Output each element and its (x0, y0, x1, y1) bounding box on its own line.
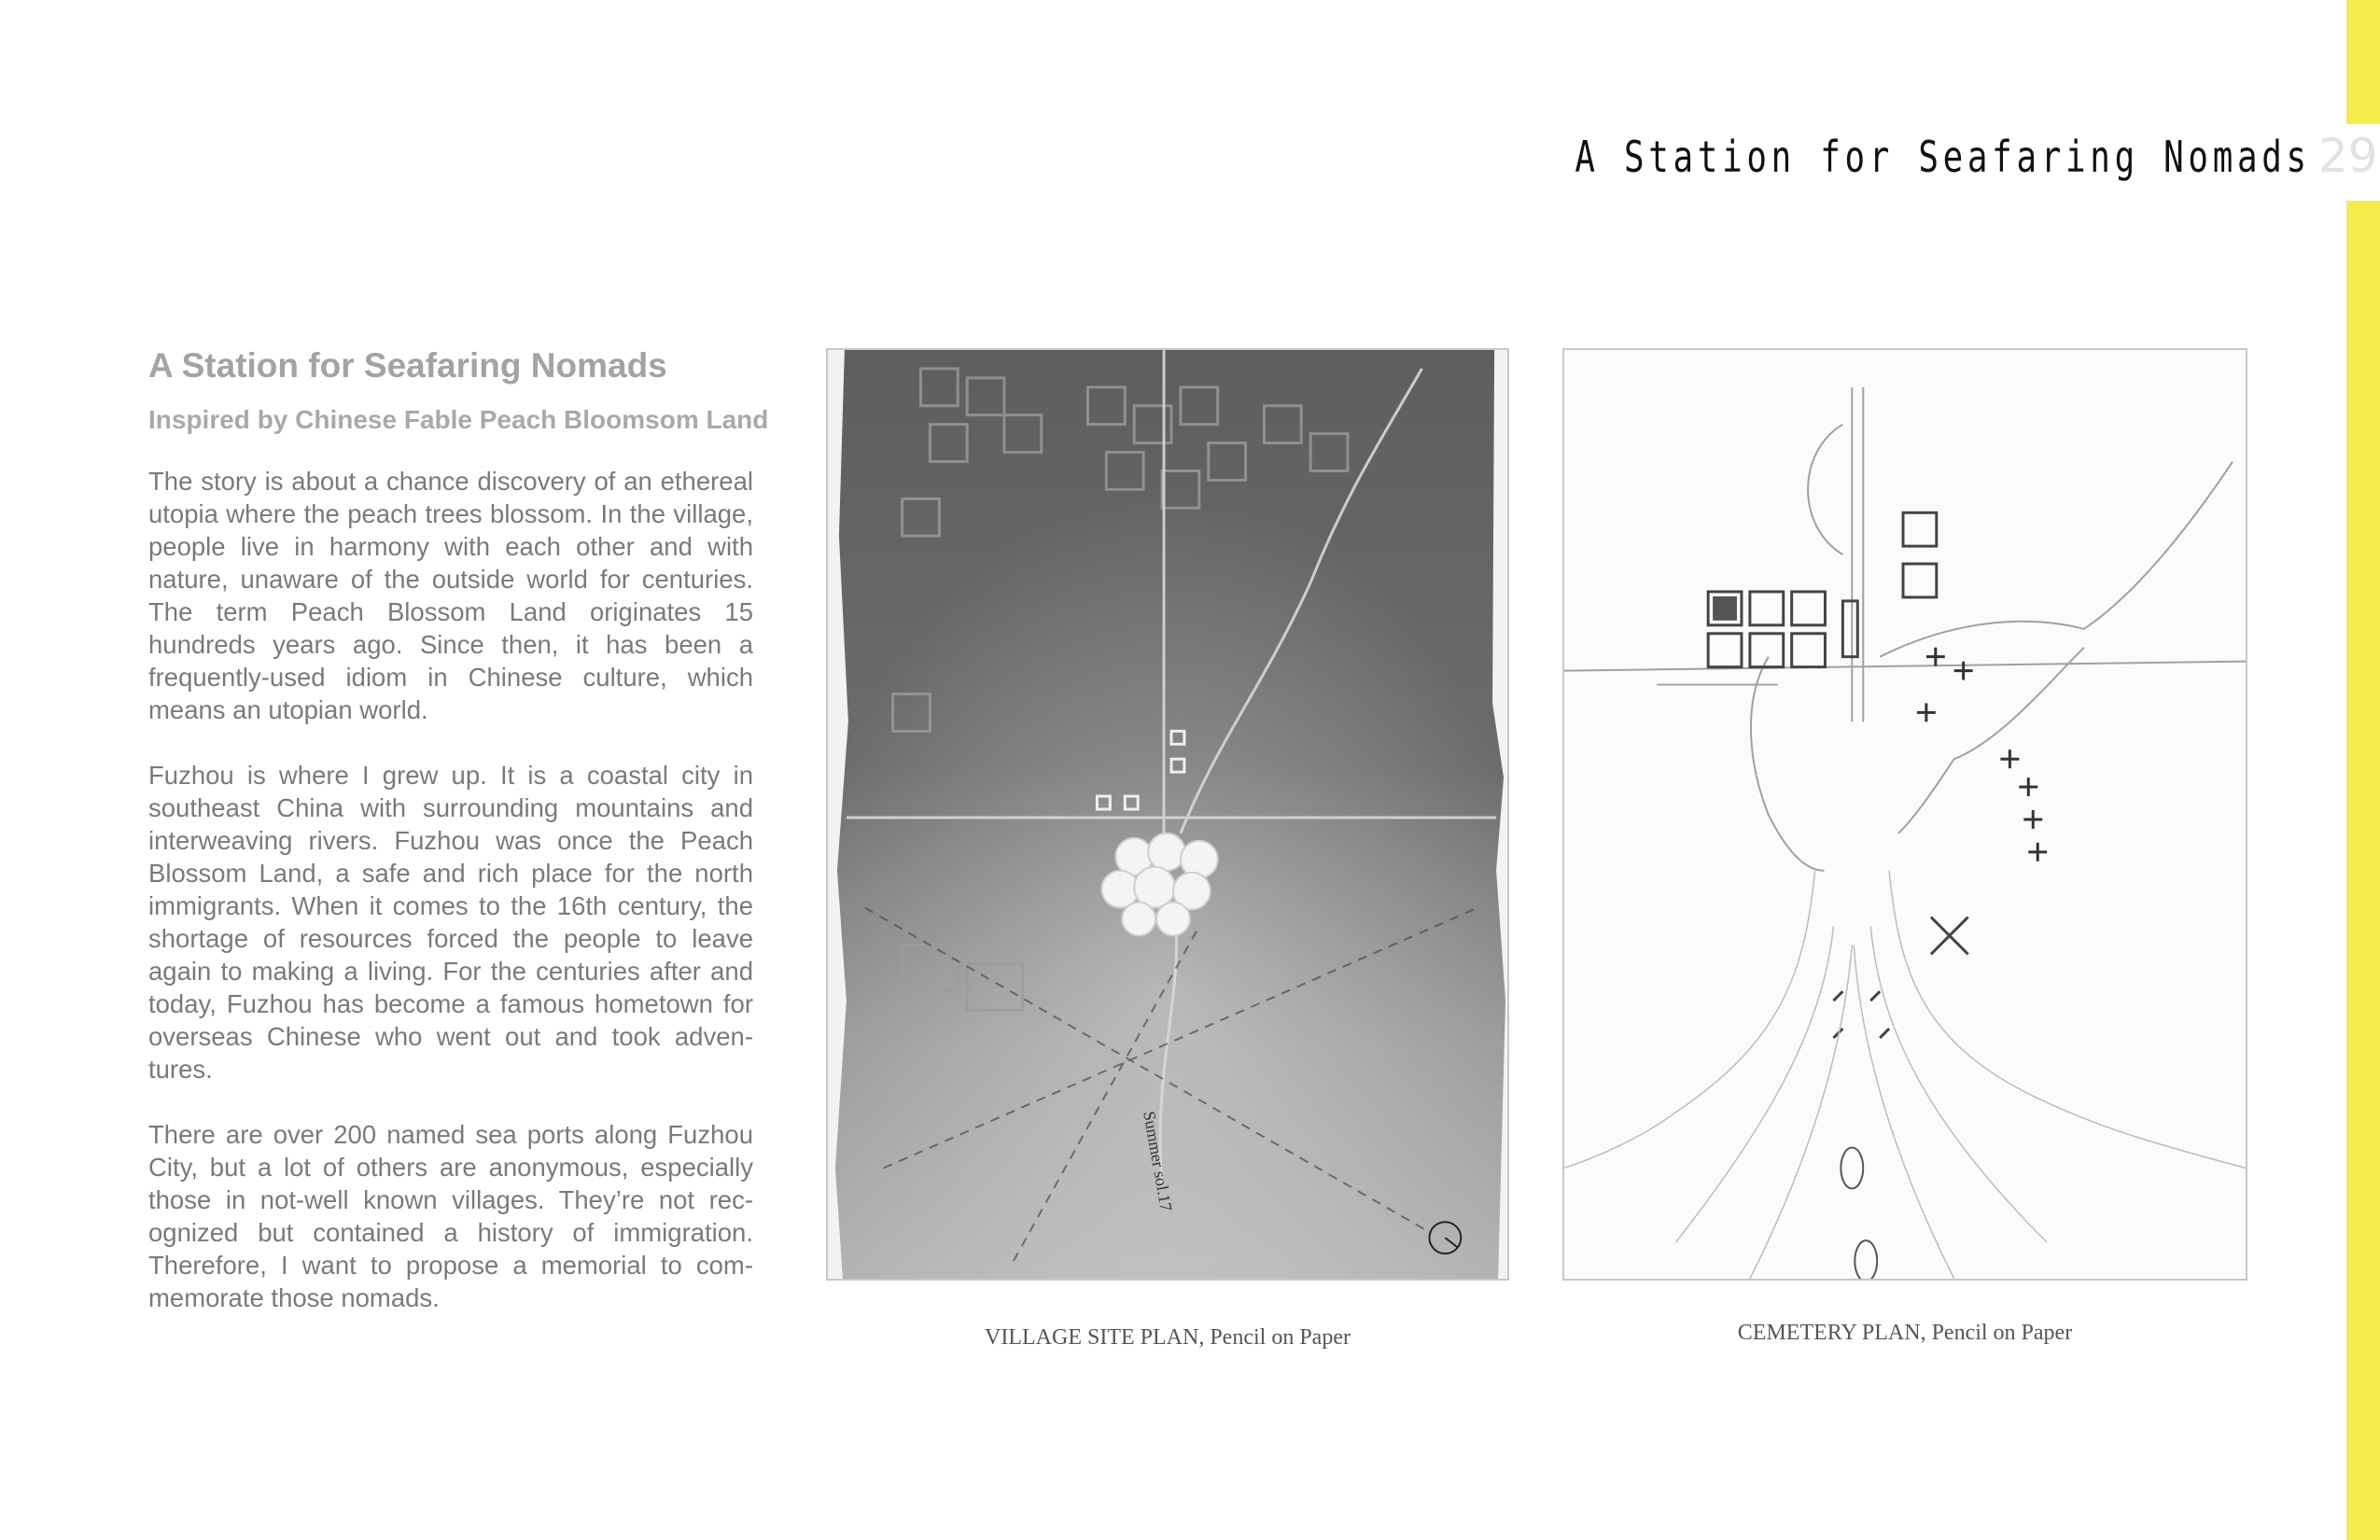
yellow-edge-strip-top (2346, 0, 2380, 124)
village-sketch (828, 350, 1507, 1279)
article-title: A Station for Seafaring Nomads (148, 346, 667, 385)
body-paragraph-1: The story is about a chance discovery of an ethereal utopia where the peach trees blossom. In the village, people live in harmony with each other and with nature, unaware of the outside world for centuries. The term Peach Blossom Land originates 15 hundreds years ago. Since then, it has been a frequently-used idiom in Chinese culture, which means an utopian world. (148, 467, 753, 724)
yellow-edge-strip-bottom (2346, 201, 2380, 1540)
page-number: 29 (2318, 129, 2378, 183)
running-title: A Station for Seafaring Nomads (1575, 132, 2311, 182)
village-sketch-note: Summer sol.17 (1140, 1109, 1176, 1213)
village-site-plan-image (826, 348, 1509, 1281)
body-paragraph-3: There are over 200 named sea ports along Fuzhou City, but a lot of others are anonymous, especially those in not-well known villages. They’re not recognized but contained a history of immigration. Therefore, I want to propose a memorial to commemorate those nomads. (148, 1120, 753, 1312)
cemetery-plan-caption: CEMETERY PLAN, Pencil on Paper (1737, 1321, 2073, 1345)
cemetery-plan-image (1562, 348, 2247, 1281)
cemetery-sketch (1564, 350, 2246, 1279)
text-column (148, 342, 769, 1347)
village-site-plan-caption: VILLAGE SITE PLAN, Pencil on Paper (985, 1325, 1351, 1350)
article-subtitle: Inspired by Chinese Fable Peach Bloomsom Land (148, 405, 769, 434)
body-paragraph-2: Fuzhou is where I grew up. It is a coastal city in southeast China with surrounding mountains and interweaving rivers. Fuzhou was once the Peach Blossom Land, a safe and rich place for the north immigrants. When it comes to the 16th century, the shortage of resources forced the people to leave again to making a living. For the centuries after and today, Fuzhou has become a famous hometown for overseas Chinese who went out and took adventures. (148, 761, 753, 1084)
running-header (1367, 129, 2380, 203)
